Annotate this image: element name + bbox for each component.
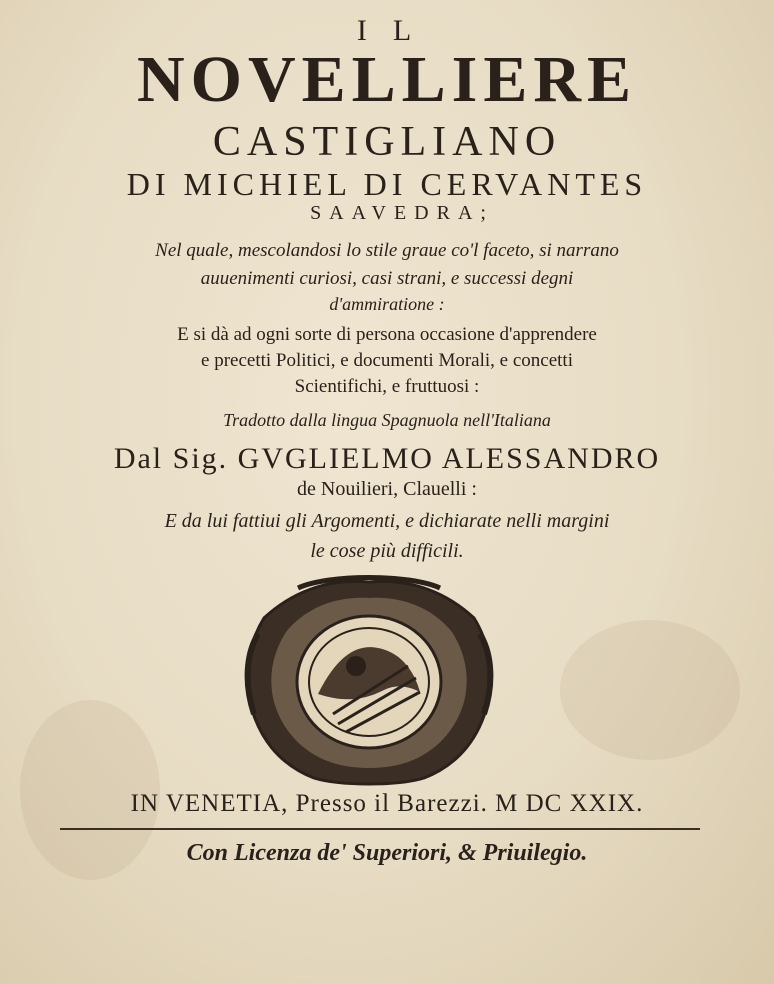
title-il: IL [356, 14, 438, 47]
description-line: Nel quale, mescolandosi lo stile graue co'l faceto, si narrano [155, 240, 619, 261]
description-line: d'ammiratione : [329, 294, 445, 314]
printers-device-emblem [238, 574, 500, 786]
author-saavedra: SAAVEDRA; [310, 202, 494, 224]
title-castigliano: CASTIGLIANO [212, 119, 562, 165]
translator-line: Dal Sig. GVGLIELMO ALESSANDRO [113, 442, 661, 475]
author-line: DI MICHIEL DI CERVANTES [126, 166, 648, 202]
purpose-line: e precetti Politici, e documenti Morali, e concetti [201, 350, 573, 371]
imprint-line: IN VENETIA, Presso il Barezzi. M DC XXIX. [130, 790, 644, 817]
title-novelliere: NOVELLIERE [136, 43, 638, 116]
paper-stain [560, 620, 740, 760]
purpose-line: E si dà ad ogni sorte di persona occasione d'apprendere [177, 324, 597, 345]
translator-line-2: de Nouilieri, Clauelli : [297, 478, 477, 500]
arguments-line: le cose più difficili. [310, 540, 464, 562]
translated-line: Tradotto dalla lingua Spagnuola nell'Italiana [223, 410, 551, 430]
purpose-line: Scientifichi, e fruttuosi : [294, 376, 480, 397]
description-line: auuenimenti curiosi, casi strani, e successi degni [200, 268, 574, 289]
divider-rule [60, 828, 700, 830]
license-line: Con Licenza de' Superiori, & Priuilegio. [186, 840, 588, 866]
arguments-line: E da lui fattiui gli Argomenti, e dichiarate nelli margini [164, 510, 610, 532]
